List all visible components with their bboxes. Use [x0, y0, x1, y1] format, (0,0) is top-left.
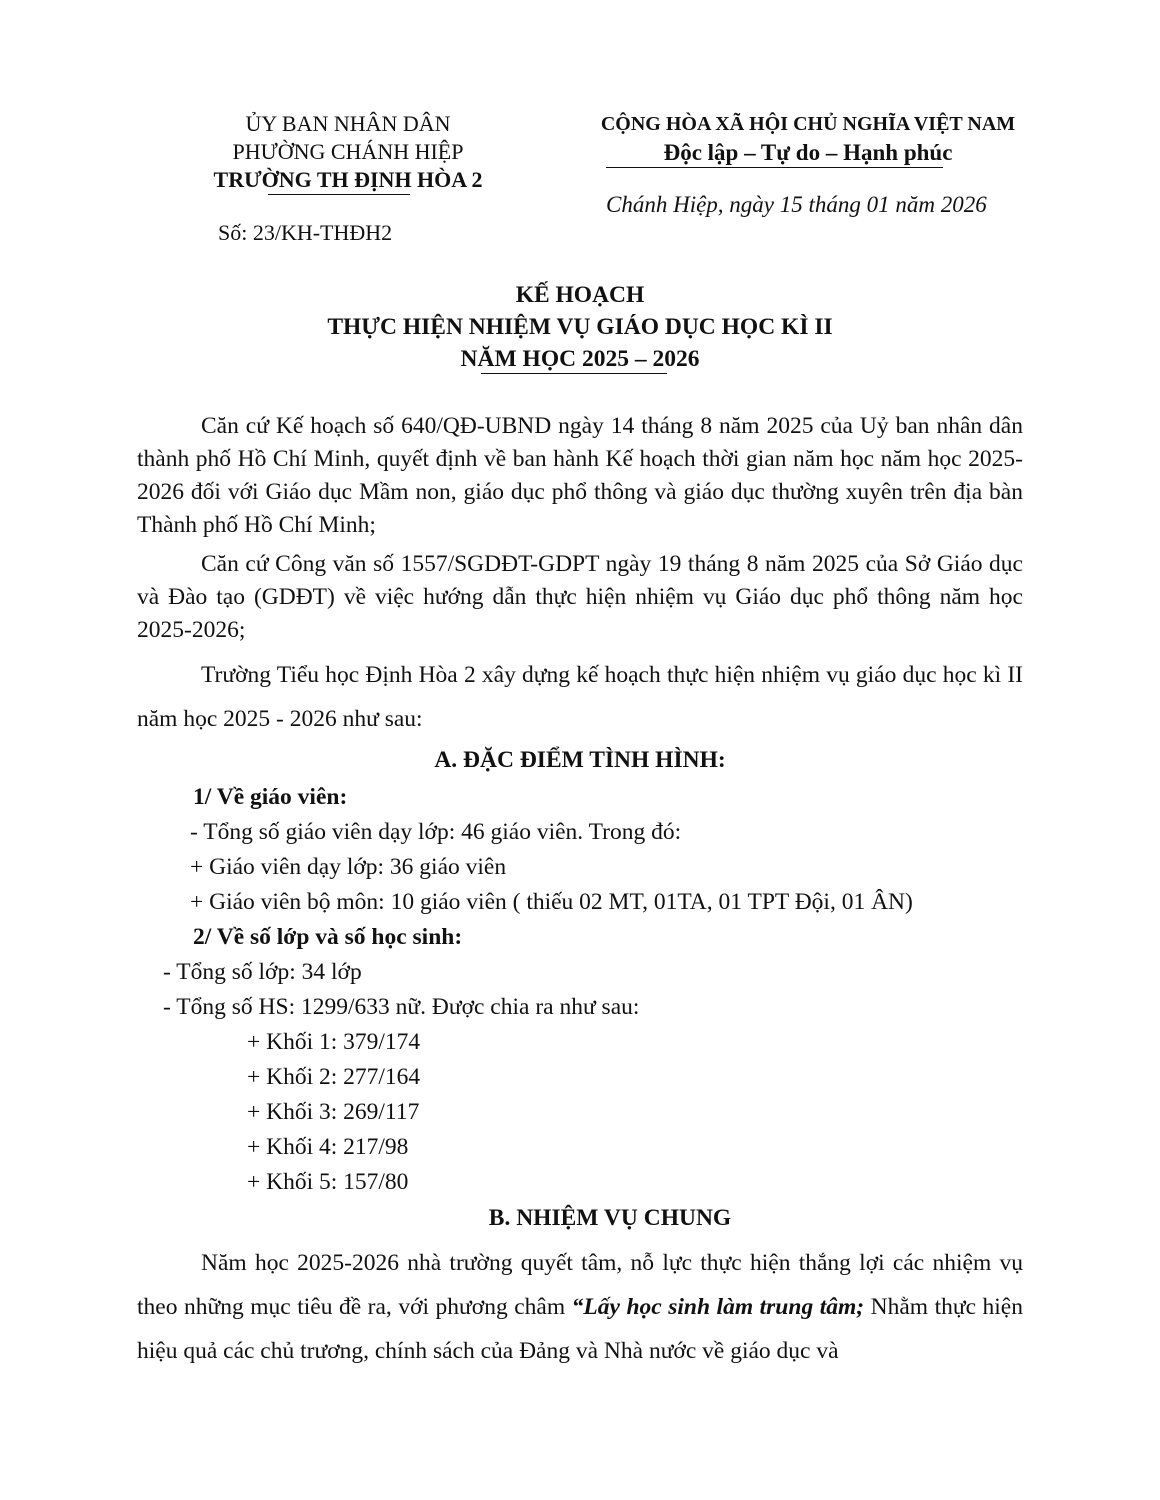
section-a-heading: A. ĐẶC ĐIỂM TÌNH HÌNH: — [434, 747, 726, 773]
paragraph-legal-basis-1: Căn cứ Kế hoạch số 640/QĐ-UBND ngày 14 tháng 8 năm 2025 của Uỷ ban nhân dân thành phố Hồ Chí Minh, quyết định về ban hành Kế hoạch thời gian năm học năm học 2025-2026 đối với Giáo dục Mầm non, giáo dục phổ thông và giáo dục thường xuyên trên địa bàn Thành phố Hồ Chí Minh; — [137, 413, 1023, 538]
grade-row: + Khối 4: 217/98 — [247, 1134, 409, 1160]
section-b-text-after: Nhằm thực hiện hiệu quả các chủ trương, chính sách của Đảng và Nhà nước về giáo dục và — [137, 1294, 1023, 1364]
section-b-heading: B. NHIỆM VỤ CHUNG — [488, 1205, 732, 1231]
paragraph-purpose: Trường Tiểu học Định Hòa 2 xây dựng kế hoạch thực hiện nhiệm vụ giáo dục học kì II năm học 2025 - 2026 như sau: — [137, 662, 1023, 732]
ward-name: PHƯỜNG CHÁNH HIỆP — [232, 139, 464, 164]
teachers-class: + Giáo viên dạy lớp: 36 giáo viên — [190, 854, 507, 880]
title-line-1: KẾ HOẠCH — [515, 282, 645, 308]
teachers-heading: 1/ Về giáo viên: — [193, 784, 348, 810]
classes-heading: 2/ Về số lớp và số học sinh: — [193, 924, 463, 950]
grade-row: + Khối 5: 157/80 — [247, 1169, 409, 1195]
title-underline — [481, 373, 667, 374]
paragraph-legal-basis-2: Căn cứ Công văn số 1557/SGDĐT-GDPT ngày 19 tháng 8 năm 2025 của Sở Giáo dục và Đào tạo (GDĐT) về việc hướng dẫn thực hiện nhiệm vụ Giáo dục phổ thông năm học 2025-2026; — [137, 551, 1023, 643]
header-right — [552, 110, 1064, 168]
document-number: Số: 23/KH-THĐH2 — [218, 220, 393, 245]
header-right-underline — [606, 167, 943, 168]
teachers-subject: + Giáo viên bộ môn: 10 giáo viên ( thiếu 02 MT, 01TA, 01 TPT Đội, 01 ÂN) — [190, 889, 913, 915]
classes-total: - Tổng số lớp: 34 lớp — [163, 959, 362, 985]
document-date: Chánh Hiệp, ngày 15 tháng 01 năm 2026 — [606, 192, 987, 217]
title-line-3: NĂM HỌC 2025 – 2026 — [460, 346, 700, 372]
grade-row: + Khối 2: 277/164 — [247, 1064, 421, 1090]
document-title — [0, 279, 1160, 375]
country-name: CỘNG HÒA XÃ HỘI CHỦ NGHĨA VIỆT NAM — [600, 113, 1016, 135]
teachers-total: - Tổng số giáo viên dạy lớp: 46 giáo viên. Trong đó: — [190, 819, 682, 845]
grade-row: + Khối 1: 379/174 — [247, 1029, 421, 1055]
title-line-2: THỰC HIỆN NHIỆM VỤ GIÁO DỤC HỌC KÌ II — [327, 314, 833, 340]
grade-row: + Khối 3: 269/117 — [247, 1099, 420, 1125]
header-left-underline — [268, 194, 410, 195]
agency-name: ỦY BAN NHÂN DÂN — [245, 111, 451, 136]
section-b-text-before: Năm học 2025-2026 nhà trường quyết tâm, nỗ lực thực hiện thắng lợi các nhiệm vụ theo những mục tiêu đề ra, với phương châm — [137, 1250, 1023, 1320]
motto-line: Độc lập – Tự do – Hạnh phúc — [663, 140, 953, 165]
students-total: - Tổng số HS: 1299/633 nữ. Được chia ra như sau: — [163, 994, 640, 1020]
section-b-motto: “Lấy học sinh làm trung tâm; — [571, 1294, 865, 1320]
paragraph-section-b — [137, 1241, 1023, 1373]
school-name: TRƯỜNG TH ĐỊNH HÒA 2 — [213, 167, 483, 192]
header-left — [198, 110, 498, 194]
